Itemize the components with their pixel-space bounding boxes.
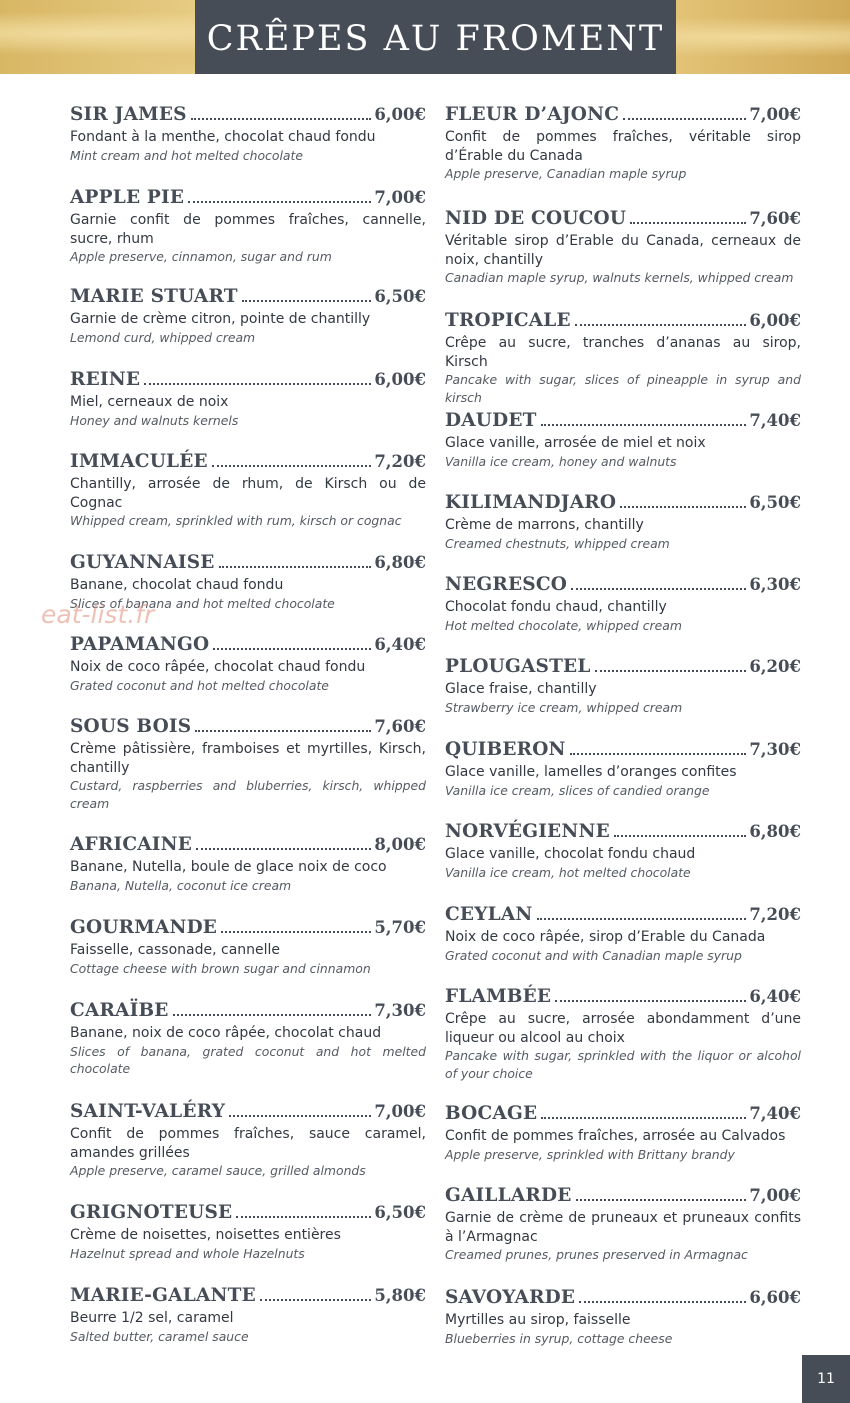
- menu-item-price: 5,70€: [374, 918, 426, 937]
- menu-item-price: 7,40€: [749, 411, 801, 430]
- menu-item-description-fr: Glace vanille, arrosée de miel et noix: [445, 435, 706, 451]
- menu-item-description-fr: Confit de pommes fraîches, véritable sirop d’Érable du Canada: [445, 129, 801, 164]
- menu-item-description-fr: Chocolat fondu chaud, chantilly: [445, 599, 667, 615]
- menu-item-price: 8,00€: [374, 835, 426, 854]
- menu-item-header: [70, 369, 426, 393]
- menu-item: [445, 574, 801, 634]
- menu-item-header: [445, 410, 801, 434]
- menu-item-description-fr: Véritable sirop d’Erable du Canada, cerneaux de noix, chantilly: [445, 233, 801, 268]
- menu-item: [70, 1101, 426, 1180]
- menu-item-description-en: Apple preserve, Canadian maple syrup: [445, 166, 687, 181]
- menu-item: [70, 917, 426, 977]
- menu-item: [445, 310, 801, 406]
- menu-item-header: [445, 986, 801, 1010]
- menu-item-name: SOUS BOIS: [70, 716, 192, 737]
- menu-item-price: 7,00€: [749, 105, 801, 124]
- dot-leader: [212, 465, 371, 467]
- menu-item-description-en: Custard, raspberries and bluberries, kirsch, whipped cream: [70, 778, 426, 811]
- menu-item-description-en: Strawberry ice cream, whipped cream: [445, 699, 683, 715]
- menu-item-name: SAVOYARDE: [445, 1287, 576, 1308]
- menu-item-description-fr: Glace fraise, chantilly: [445, 681, 597, 697]
- menu-item-name: AFRICAINE: [70, 834, 193, 855]
- menu-item-name: PLOUGASTEL: [445, 656, 591, 677]
- menu-item-description-fr: Fondant à la menthe, chocolat chaud fondu: [70, 129, 376, 145]
- menu-item-name: TROPICALE: [445, 310, 571, 331]
- dot-leader: [196, 848, 371, 850]
- menu-item-description-en: Salted butter, caramel sauce: [70, 1328, 249, 1344]
- header-banner: [0, 0, 850, 74]
- menu-item-description-fr: Miel, cerneaux de noix: [70, 394, 229, 410]
- dot-leader: [595, 670, 747, 672]
- menu-item-header: [445, 208, 801, 232]
- menu-item-price: 6,40€: [749, 987, 801, 1006]
- menu-item-name: GRIGNOTEUSE: [70, 1202, 233, 1223]
- menu-item: [445, 410, 801, 470]
- menu-item-description-en: Lemond curd, whipped cream: [70, 329, 256, 345]
- menu-item-description-en: Vanilla ice cream, hot melted chocolate: [445, 864, 691, 880]
- menu-item-header: [70, 451, 426, 475]
- dot-leader: [623, 118, 746, 120]
- menu-item-description-en: Hazelnut spread and whole Hazelnuts: [70, 1245, 305, 1261]
- menu-item-price: 6,80€: [374, 553, 426, 572]
- dot-leader: [219, 566, 372, 568]
- menu-item: [70, 286, 426, 346]
- menu-item-description-en: Apple preserve, caramel sauce, grilled almonds: [70, 1163, 366, 1178]
- menu-item: [70, 104, 426, 164]
- menu-item-description-fr: Crêpe au sucre, tranches d’ananas au sirop, Kirsch: [445, 335, 801, 370]
- menu-item-description-en: Pancake with sugar, slices of pineapple in syrup and kirsch: [445, 372, 801, 405]
- menu-item-description-en: Canadian maple syrup, walnuts kernels, whipped cream: [445, 270, 794, 285]
- menu-item: [70, 634, 426, 694]
- menu-item-description-en: Slices of banana, grated coconut and hot melted chocolate: [70, 1043, 426, 1076]
- dot-leader: [576, 1199, 747, 1201]
- menu-item-price: 6,30€: [749, 575, 801, 594]
- menu-item-header: [70, 187, 426, 211]
- page-number: 11: [802, 1355, 850, 1403]
- menu-item-description-fr: Banane, Nutella, boule de glace noix de coco: [70, 859, 387, 875]
- menu-item-description-en: Pancake with sugar, sprinkled with the liquor or alcohol of your choice: [445, 1048, 801, 1081]
- dot-leader: [221, 931, 371, 933]
- dot-leader: [229, 1115, 371, 1117]
- menu-item: [445, 208, 801, 287]
- menu-item-description-fr: Garnie de crème de pruneaux et pruneaux confits à l’Armagnac: [445, 1210, 801, 1245]
- menu-item-name: NORVÉGIENNE: [445, 821, 610, 842]
- menu-item-description-en: Apple preserve, cinnamon, sugar and rum: [70, 249, 332, 264]
- menu-item-description-en: Blueberries in syrup, cottage cheese: [445, 1330, 673, 1346]
- dot-leader: [188, 201, 371, 203]
- menu-item-description-en: Creamed prunes, prunes preserved in Armagnac: [445, 1247, 748, 1262]
- menu-item-description-en: Grated coconut and hot melted chocolate: [70, 677, 329, 693]
- menu-item-price: 6,60€: [749, 1288, 801, 1307]
- dot-leader: [242, 300, 372, 302]
- menu-item-name: KILIMANDJARO: [445, 492, 617, 513]
- menu-item-name: CEYLAN: [445, 904, 533, 925]
- menu-item-name: GAILLARDE: [445, 1185, 572, 1206]
- menu-item-header: [70, 1000, 426, 1024]
- dot-leader: [191, 118, 372, 120]
- menu-item-name: SAINT-VALÉRY: [70, 1101, 226, 1122]
- menu-item-header: [70, 1101, 426, 1125]
- menu-item-description-fr: Chantilly, arrosée de rhum, de Kirsch ou de Cognac: [70, 476, 426, 511]
- menu-item: [70, 716, 426, 812]
- dot-leader: [555, 1000, 746, 1002]
- menu-item: [445, 1185, 801, 1264]
- page-title: CRÊPES AU FROMENT: [195, 0, 676, 74]
- menu-item-header: [70, 1202, 426, 1226]
- menu-item-name: BOCAGE: [445, 1103, 538, 1124]
- dot-leader: [195, 730, 371, 732]
- menu-item-description-fr: Noix de coco râpée, sirop d’Erable du Canada: [445, 929, 766, 945]
- menu-item-price: 6,20€: [749, 657, 801, 676]
- menu-item-description-fr: Banane, noix de coco râpée, chocolat chaud: [70, 1025, 382, 1041]
- dot-leader: [541, 424, 747, 426]
- dot-leader: [614, 835, 746, 837]
- menu-item-price: 6,50€: [374, 287, 426, 306]
- dot-leader: [541, 1117, 746, 1119]
- dot-leader: [213, 648, 371, 650]
- menu-item-description-en: Hot melted chocolate, whipped cream: [445, 617, 682, 633]
- menu-item-name: FLEUR D’AJONC: [445, 104, 620, 125]
- menu-item-description-fr: Banane, chocolat chaud fondu: [70, 577, 284, 593]
- menu-item-price: 7,20€: [374, 452, 426, 471]
- dot-leader: [575, 324, 747, 326]
- menu-item-name: MARIE STUART: [70, 286, 238, 307]
- menu-item: [445, 656, 801, 716]
- menu-item: [445, 104, 801, 183]
- menu-item-header: [70, 716, 426, 740]
- menu-item: [445, 1103, 801, 1163]
- menu-item-header: [445, 104, 801, 128]
- menu-item: [445, 739, 801, 799]
- menu-item-description-fr: Garnie de crème citron, pointe de chantilly: [70, 311, 371, 327]
- menu-item: [70, 1285, 426, 1345]
- menu-item-description-en: Cottage cheese with brown sugar and cinnamon: [70, 960, 371, 976]
- dot-leader: [620, 506, 746, 508]
- menu-item-description-en: Slices of banana and hot melted chocolate: [70, 595, 335, 611]
- menu-item: [70, 834, 426, 894]
- menu-item-price: 7,00€: [749, 1186, 801, 1205]
- menu-item: [70, 187, 426, 266]
- menu-item-price: 7,00€: [374, 188, 426, 207]
- menu-item-description-en: Mint cream and hot melted chocolate: [70, 147, 303, 163]
- menu-item-header: [70, 1285, 426, 1309]
- menu-item-description-fr: Faisselle, cassonade, cannelle: [70, 942, 281, 958]
- menu-item-name: SIR JAMES: [70, 104, 187, 125]
- dot-leader: [260, 1299, 371, 1301]
- menu-item-header: [445, 574, 801, 598]
- menu-item: [445, 986, 801, 1082]
- menu-item-description-fr: Garnie confit de pommes fraîches, cannelle, sucre, rhum: [70, 212, 426, 247]
- menu-item-description-fr: Crème de marrons, chantilly: [445, 517, 644, 533]
- menu-item-name: NID DE COUCOU: [445, 208, 627, 229]
- dot-leader: [144, 383, 371, 385]
- menu-item-header: [445, 656, 801, 680]
- menu-item: [70, 1202, 426, 1262]
- menu-item-name: DAUDET: [445, 410, 537, 431]
- dot-leader: [579, 1301, 746, 1303]
- dot-leader: [236, 1216, 371, 1218]
- menu-item-price: 6,40€: [374, 635, 426, 654]
- menu-item-description-en: Honey and walnuts kernels: [70, 412, 239, 428]
- menu-item-header: [445, 739, 801, 763]
- menu-item-name: IMMACULÉE: [70, 451, 208, 472]
- menu-item-price: 7,30€: [374, 1001, 426, 1020]
- menu-item-header: [70, 286, 426, 310]
- menu-item-description-en: Vanilla ice cream, slices of candied orange: [445, 782, 710, 798]
- menu-item-header: [70, 552, 426, 576]
- menu-item: [70, 1000, 426, 1078]
- menu-item-name: FLAMBÉE: [445, 986, 552, 1007]
- menu-item-description-en: Whipped cream, sprinkled with rum, kirsch or cognac: [70, 513, 402, 528]
- menu-item-price: 7,20€: [749, 905, 801, 924]
- menu-item-description-fr: Crème pâtissière, framboises et myrtilles, Kirsch, chantilly: [70, 741, 426, 776]
- menu-item-name: MARIE-GALANTE: [70, 1285, 256, 1306]
- menu-item-header: [70, 634, 426, 658]
- menu-item: [445, 1287, 801, 1347]
- menu-item-price: 7,60€: [374, 717, 426, 736]
- menu-item-description-fr: Crème de noisettes, noisettes entières: [70, 1227, 341, 1243]
- menu-item-description-en: Banana, Nutella, coconut ice cream: [70, 877, 292, 893]
- menu-item-price: 6,00€: [374, 370, 426, 389]
- menu-item-price: 6,00€: [749, 311, 801, 330]
- menu-item: [445, 904, 801, 964]
- menu-item-header: [70, 917, 426, 941]
- menu-item-header: [445, 310, 801, 334]
- menu-item-description-en: Apple preserve, sprinkled with Brittany brandy: [445, 1146, 735, 1162]
- menu-item: [445, 492, 801, 552]
- menu-item-name: REINE: [70, 369, 141, 390]
- menu-item-name: PAPAMANGO: [70, 634, 210, 655]
- menu-item-price: 6,50€: [374, 1203, 426, 1222]
- menu-item-header: [445, 821, 801, 845]
- menu-item-description-en: Creamed chestnuts, whipped cream: [445, 535, 670, 551]
- menu-item-price: 6,80€: [749, 822, 801, 841]
- menu-item-description-fr: Glace vanille, chocolat fondu chaud: [445, 846, 696, 862]
- menu-item-header: [445, 1185, 801, 1209]
- menu-item-description-fr: Myrtilles au sirop, faisselle: [445, 1312, 631, 1328]
- menu-item-price: 7,30€: [749, 740, 801, 759]
- menu-item-name: APPLE PIE: [70, 187, 185, 208]
- menu-item-header: [70, 834, 426, 858]
- dot-leader: [537, 918, 747, 920]
- dot-leader: [630, 222, 746, 224]
- menu-item-name: QUIBERON: [445, 739, 566, 760]
- menu-item: [70, 451, 426, 530]
- watermark: eat-list.fr: [41, 600, 155, 629]
- menu-item-price: 6,00€: [374, 105, 426, 124]
- menu-item-description-fr: Beurre 1/2 sel, caramel: [70, 1310, 234, 1326]
- dot-leader: [173, 1014, 372, 1016]
- menu-item-description-fr: Noix de coco râpée, chocolat chaud fondu: [70, 659, 366, 675]
- menu-item-name: GOURMANDE: [70, 917, 218, 938]
- menu-item-price: 7,40€: [749, 1104, 801, 1123]
- menu-item-description-fr: Confit de pommes fraîches, arrosée au Calvados: [445, 1128, 786, 1144]
- menu-item-header: [445, 904, 801, 928]
- menu-item-price: 7,00€: [374, 1102, 426, 1121]
- menu-item-header: [70, 104, 426, 128]
- menu-item-header: [445, 1103, 801, 1127]
- menu-item-header: [445, 1287, 801, 1311]
- menu-item-name: GUYANNAISE: [70, 552, 215, 573]
- menu-item-header: [445, 492, 801, 516]
- menu-item-name: NEGRESCO: [445, 574, 568, 595]
- menu-item-description-fr: Crêpe au sucre, arrosée abondamment d’une liqueur ou alcool au choix: [445, 1011, 801, 1046]
- menu-item-description-fr: Confit de pommes fraîches, sauce caramel, amandes grillées: [70, 1126, 426, 1161]
- menu-item-price: 7,60€: [749, 209, 801, 228]
- menu-item-description-fr: Glace vanille, lamelles d’oranges confites: [445, 764, 737, 780]
- menu-item: [445, 821, 801, 881]
- menu-item: [70, 369, 426, 429]
- menu-item-price: 6,50€: [749, 493, 801, 512]
- dot-leader: [571, 588, 746, 590]
- menu-item-description-en: Grated coconut and with Canadian maple syrup: [445, 947, 742, 963]
- menu-item-price: 5,80€: [374, 1286, 426, 1305]
- dot-leader: [570, 753, 747, 755]
- menu-item-description-en: Vanilla ice cream, honey and walnuts: [445, 453, 677, 469]
- menu-item-name: CARAÏBE: [70, 1000, 169, 1021]
